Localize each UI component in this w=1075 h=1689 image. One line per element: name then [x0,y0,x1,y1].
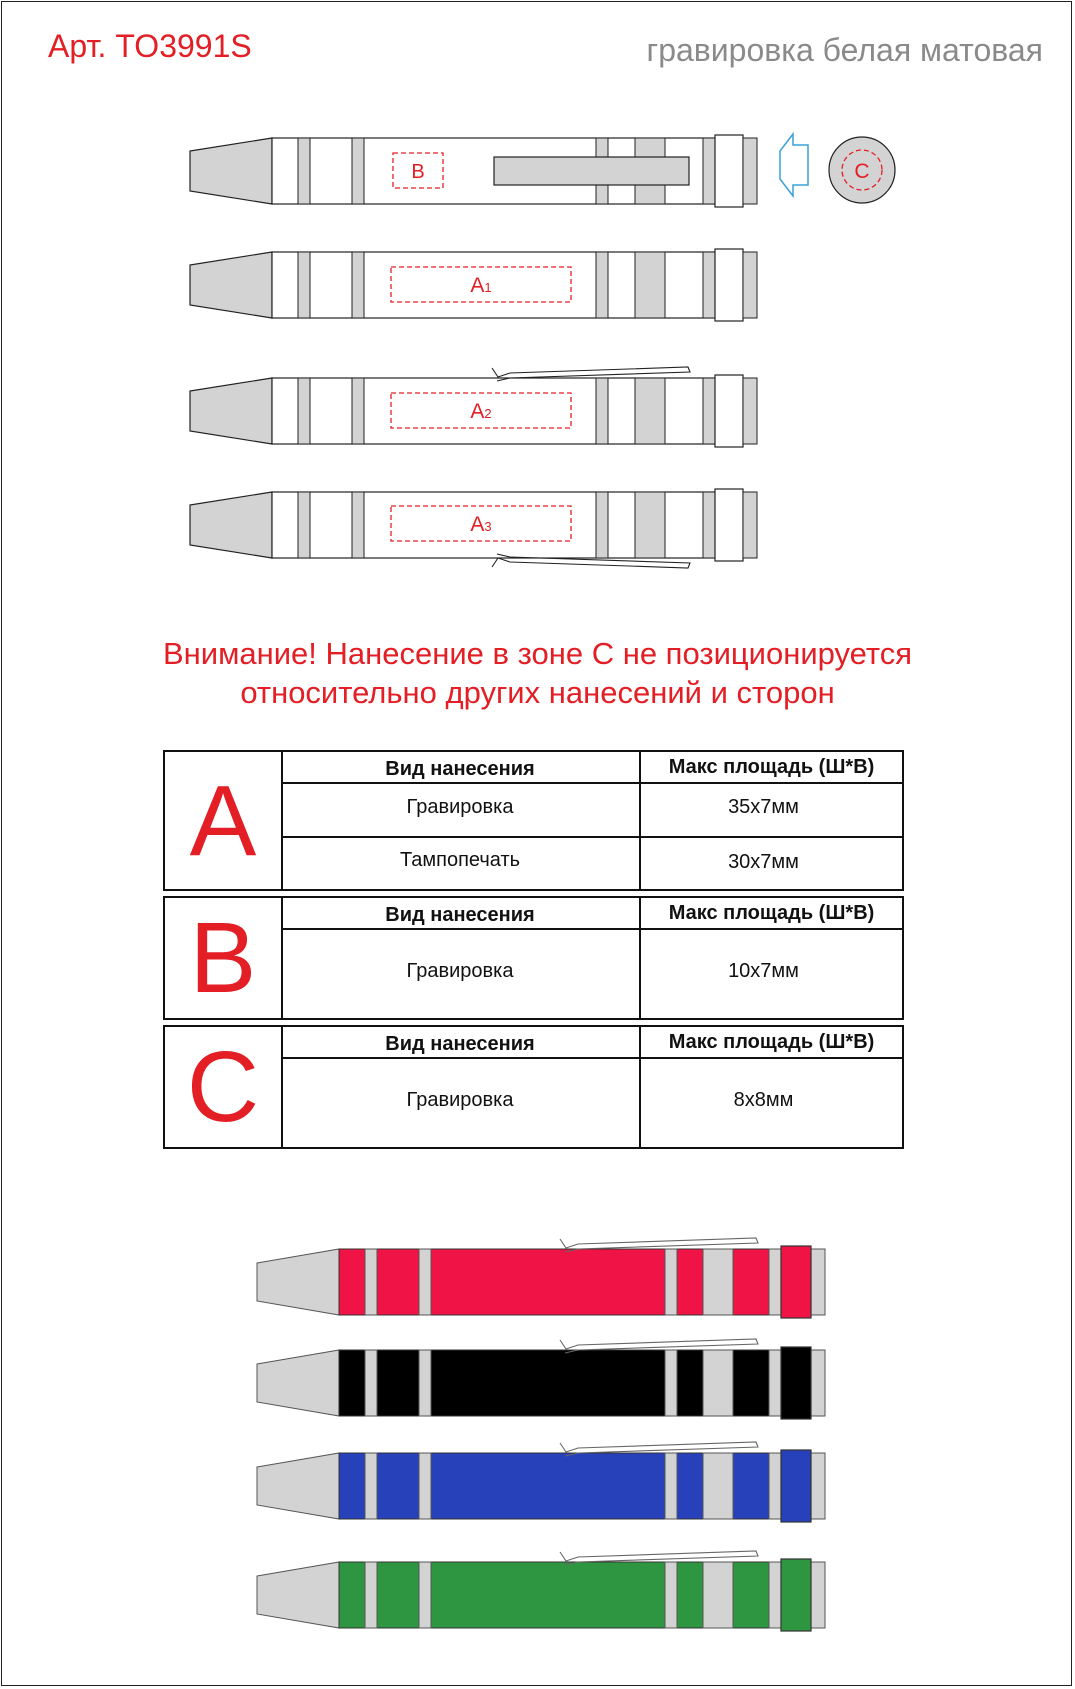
pen-view-a3 [190,489,757,568]
table-cell-method: Гравировка [406,796,514,818]
column-header-area: Макс площадь (Ш*В) [668,1031,875,1053]
red-pen [257,1238,825,1318]
zone-c-letter: C [165,1027,283,1147]
zone-b-label: B [411,161,425,183]
table-cell-size: 35x7мм [728,796,799,818]
article-number: Арт. TO3991S [48,28,252,64]
zone-a-letter: A [165,752,283,889]
table-cell-size: 8x8мм [733,1089,794,1111]
arrow-icon [780,134,808,196]
table-cell-method: Гравировка [406,960,514,982]
warning-text [0,634,1075,712]
zone-c-label: C [854,160,870,183]
zone-a-table [163,750,904,891]
column-header-method: Вид нанесения [385,758,535,780]
zone-a1-label: A1 [470,274,492,297]
warning-line-1: Внимание! Нанесение в зоне С не позиционируется [162,636,913,671]
table-cell-method: Тампопечать [399,849,521,871]
table-cell-size: 30x7мм [728,851,799,873]
engraving-note: гравировка белая матовая [646,32,1043,68]
warning-line-2: относительно других нанесений и сторон [240,675,835,710]
green-pen [257,1551,825,1631]
column-header-method: Вид нанесения [385,1033,535,1055]
pen-view-a1 [190,249,757,321]
zone-a2-label: A2 [470,400,492,423]
zone-b-letter: B [165,898,283,1018]
column-header-method: Вид нанесения [385,904,535,926]
zone-b-table [163,896,904,1020]
black-pen [257,1339,825,1419]
column-header-area: Макс площадь (Ш*В) [668,902,875,924]
table-cell-size: 10x7мм [728,960,799,982]
blue-pen [257,1442,825,1522]
pen-clip-top-view [494,157,689,185]
zone-a3-label: A3 [470,513,492,536]
pen-view-a2 [190,367,757,447]
color-variants [257,1238,825,1631]
zone-c-table [163,1025,904,1149]
table-cell-method: Гравировка [406,1089,514,1111]
pen-view-b [190,134,895,207]
column-header-area: Макс площадь (Ш*В) [668,756,875,778]
